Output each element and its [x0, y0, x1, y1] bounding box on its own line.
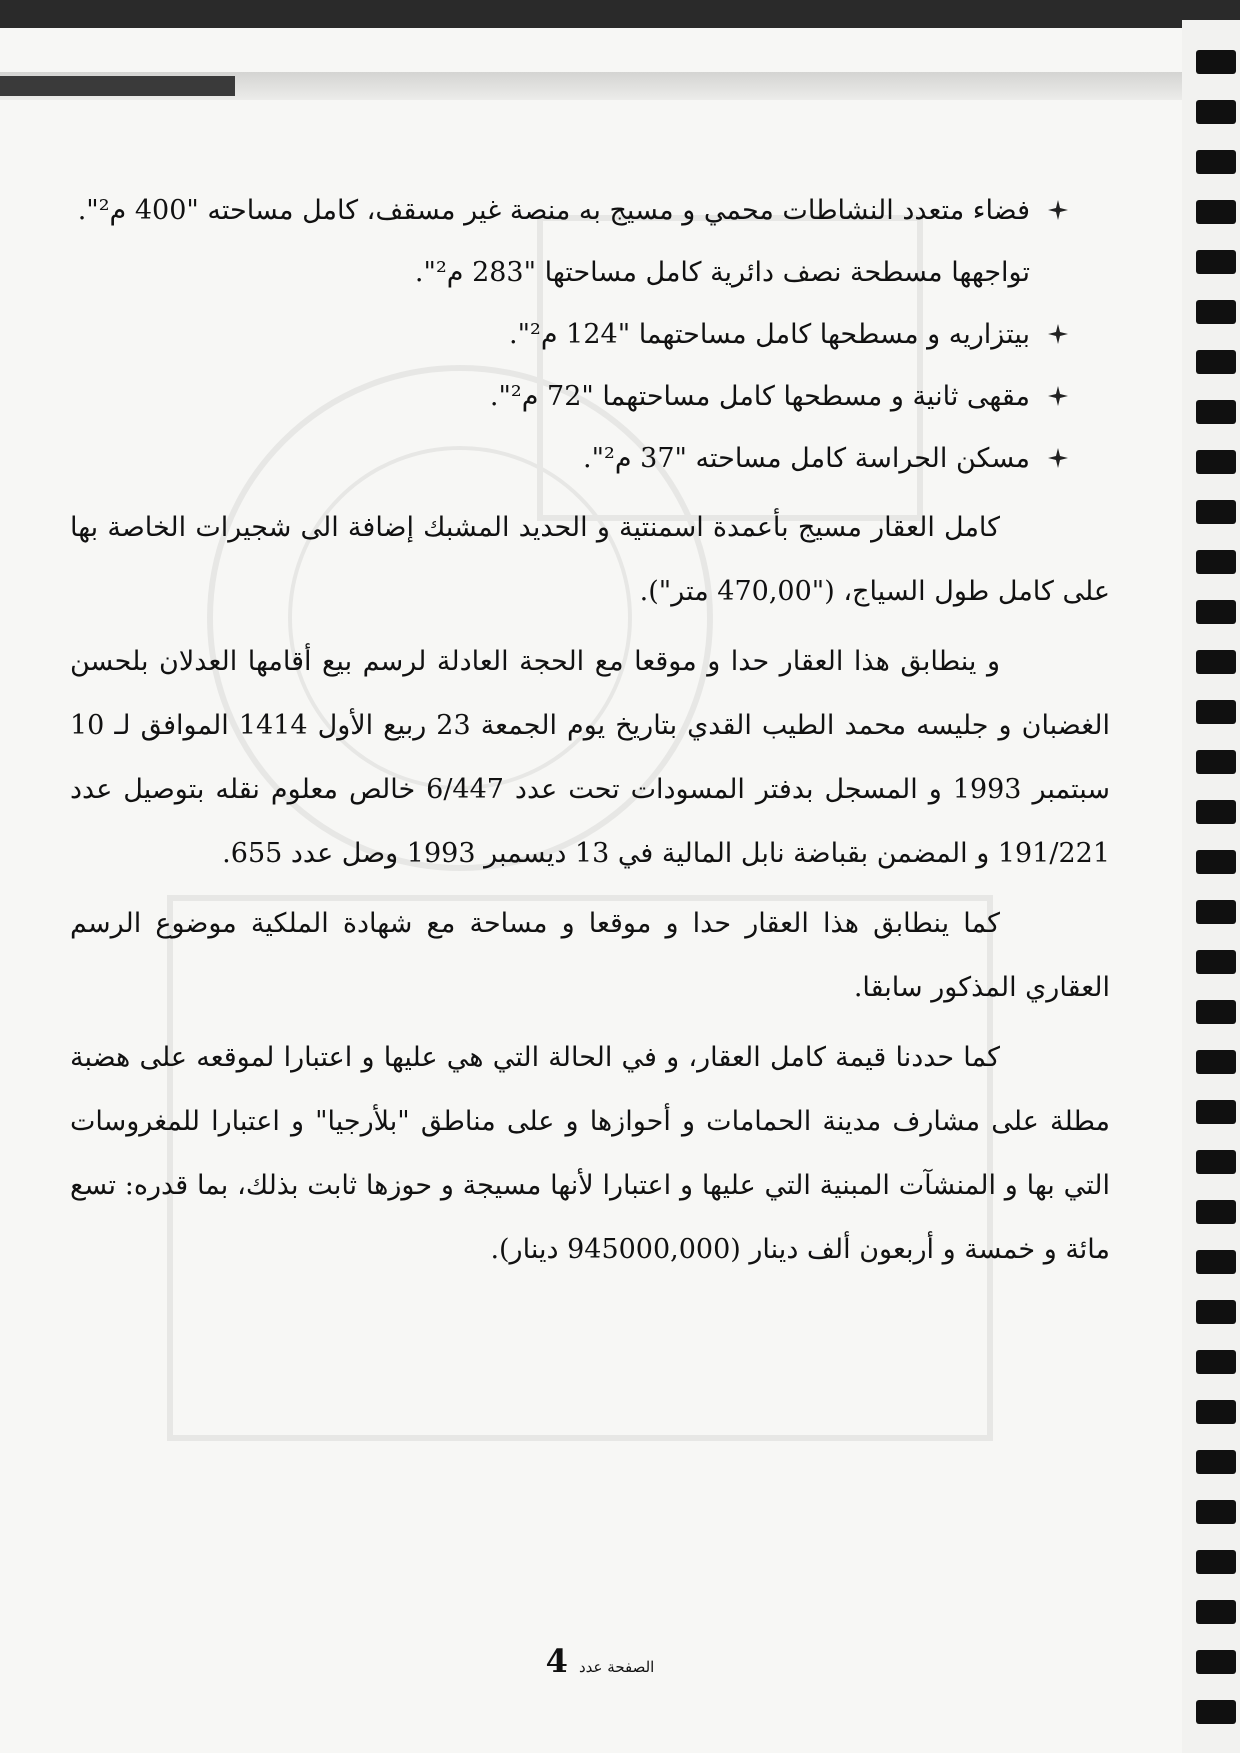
binding-ring — [1196, 600, 1236, 624]
binding-ring — [1196, 1250, 1236, 1274]
page-footer — [520, 1642, 680, 1680]
binding-ring — [1196, 300, 1236, 324]
binding-ring — [1196, 250, 1236, 274]
binding-ring — [1196, 650, 1236, 674]
page-label: الصفحة عدد — [579, 1658, 655, 1676]
binding-ring — [1196, 850, 1236, 874]
binding-ring — [1196, 1500, 1236, 1524]
page-number: 4 — [545, 1642, 568, 1680]
binding-ring — [1196, 800, 1236, 824]
fence-paragraph: كامل العقار مسيج بأعمدة اسمنتية و الحديد المشبك إضافة الى شجيرات الخاصة بها على كامل طول السياج، ("470,00 متر"). — [70, 512, 1110, 607]
binding-ring — [1196, 1000, 1236, 1024]
binding-ring — [1196, 1350, 1236, 1374]
binding-ring — [1196, 1650, 1236, 1674]
document-body — [70, 180, 1110, 1282]
deed-paragraph: و ينطابق هذا العقار حدا و موقعا مع الحجة العادلة لرسم بيع أقامها العدلان بلحسن الغضبان و جليسه محمد الطيب القدي بتاريخ يوم الجمعة 23 ربيع الأول 1414 الموافق لـ 10 سبتمبر 1993 و المسجل بدفتر المسودات تحت عدد 6/447 خالص معلوم نقله بتوصيل عدد 191/221 و المضمن بقباضة نابل المالية في 13 ديسمبر 1993 وصل عدد 655. — [70, 646, 1111, 869]
binding-ring — [1196, 1600, 1236, 1624]
list-item — [70, 180, 1070, 304]
binding-ring — [1196, 1050, 1236, 1074]
binding-ring — [1196, 1150, 1236, 1174]
binding-ring — [1196, 500, 1236, 524]
list-item-text: بيتزاريه و مسطحها كامل مساحتهما "124 م²". — [509, 319, 1030, 350]
binding-ring — [1196, 100, 1236, 124]
binding-ring — [1196, 400, 1236, 424]
cross-bullet-icon — [1046, 322, 1070, 346]
binding-ring — [1196, 200, 1236, 224]
binding-ring — [1196, 1300, 1236, 1324]
list-item-text: فضاء متعدد النشاطات محمي و مسيج به منصة غير مسقف، كامل مساحته "400 م²". تواجهها مسطحة نصف دائرية كامل مساحتها "283 م²". — [77, 195, 1030, 288]
binding-ring — [1196, 950, 1236, 974]
binding-ring — [1196, 700, 1236, 724]
cross-bullet-icon — [1046, 384, 1070, 408]
binding-ring — [1196, 550, 1236, 574]
cross-bullet-icon — [1046, 198, 1070, 222]
scan-top-shadow — [0, 76, 235, 96]
facility-list — [70, 180, 1110, 490]
binding-ring — [1196, 1400, 1236, 1424]
binding-ring — [1196, 1700, 1236, 1724]
binding-ring — [1196, 1550, 1236, 1574]
list-item-text: مسكن الحراسة كامل مساحته "37 م²". — [582, 443, 1030, 474]
binding-ring — [1196, 1100, 1236, 1124]
binding-ring — [1196, 50, 1236, 74]
valuation-paragraph: كما حددنا قيمة كامل العقار، و في الحالة التي هي عليها و اعتبارا لموقعه على هضبة مطلة على مشارف مدينة الحمامات و أحوازها و على مناطق "بلأرجيا" و اعتبارا للمغروسات التي بها و المنشآت المبنية التي عليها و اعتبارا لأنها مسيجة و حوزها ثابت بذلك، بما قدره: تسع مائة و خمسة و أربعون ألف دينار (945000,000 دينار). — [70, 1042, 1110, 1265]
spiral-binding — [1182, 20, 1240, 1753]
binding-ring — [1196, 900, 1236, 924]
list-item — [70, 304, 1070, 366]
binding-ring — [1196, 1450, 1236, 1474]
binding-ring — [1196, 150, 1236, 174]
binding-ring — [1196, 750, 1236, 774]
cross-bullet-icon — [1046, 446, 1070, 470]
list-item — [70, 428, 1070, 490]
binding-ring — [1196, 1200, 1236, 1224]
list-item — [70, 366, 1070, 428]
binding-ring — [1196, 350, 1236, 374]
list-item-text: مقهى ثانية و مسطحها كامل مساحتهما "72 م²". — [489, 381, 1030, 412]
ownership-paragraph: كما ينطابق هذا العقار حدا و موقعا و مساحة مع شهادة الملكية موضوع الرسم العقاري المذكور سابقا. — [70, 908, 1110, 1003]
binding-ring — [1196, 450, 1236, 474]
